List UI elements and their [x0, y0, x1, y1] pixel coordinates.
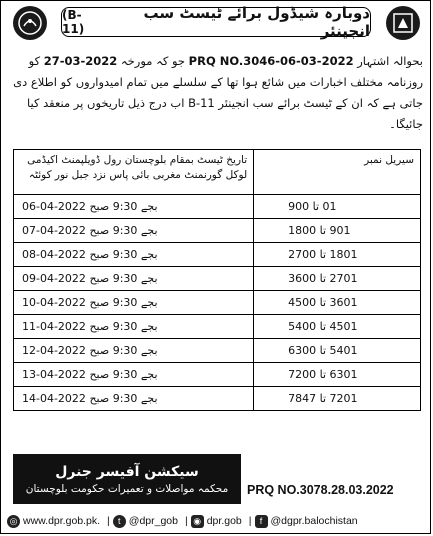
intro-text-1: بحوالہ اشتہار	[357, 54, 423, 68]
separator: |	[184, 515, 188, 527]
test-time: 9:30	[112, 392, 138, 405]
website-link[interactable]	[7, 515, 100, 528]
header-serial-number: سیریل نمبر	[254, 150, 421, 195]
test-date-cell	[14, 267, 254, 291]
test-time-suffix: بجے	[140, 320, 158, 333]
schedule-row	[14, 387, 421, 411]
test-time-label: صبح	[89, 320, 110, 333]
test-time-label: صبح	[89, 224, 110, 237]
instagram-icon: ◉	[191, 515, 204, 528]
header-test-date-venue: تاریخ ٹیسٹ بمقام بلوچستان رول ڈویلپمنٹ اکیڈمی لوکل گورنمنٹ مغربی بائی پاس نزد جبل نور کوئٹہ	[14, 150, 254, 195]
serial-range-cell	[254, 387, 421, 411]
test-date-cell	[14, 387, 254, 411]
test-time: 9:30	[112, 248, 138, 261]
schedule-row	[14, 267, 421, 291]
twitter-text: @dpr_gob	[128, 515, 178, 527]
serial-range: 1801 تا 2700	[288, 248, 358, 261]
test-date-cell	[14, 195, 254, 219]
separator: |	[107, 515, 110, 527]
test-time: 9:30	[112, 224, 138, 237]
serial-range: 901 تا 1800	[288, 224, 351, 237]
test-time-suffix: بجے	[140, 200, 158, 213]
twitter-icon: t	[113, 515, 126, 528]
serial-range: 4501 تا 5400	[288, 320, 358, 333]
serial-range-cell	[254, 315, 421, 339]
serial-range: 2701 تا 3600	[288, 272, 358, 285]
header	[1, 1, 432, 47]
test-time-suffix: بجے	[140, 296, 158, 309]
test-date: 08-04-2022	[22, 248, 86, 261]
test-date: 11-04-2022	[22, 320, 86, 333]
serial-range: 3601 تا 4500	[288, 296, 358, 309]
notice-title-text: دوبارہ شیڈول برائے ٹیسٹ سب انجینئر	[143, 4, 370, 40]
test-time-suffix: بجے	[140, 344, 158, 357]
test-time-suffix: بجے	[140, 368, 158, 381]
test-date: 09-04-2022	[22, 272, 86, 285]
serial-range-cell	[254, 339, 421, 363]
test-time-label: صبح	[89, 368, 110, 381]
test-time: 9:30	[112, 368, 138, 381]
schedule-row	[14, 315, 421, 339]
test-time-label: صبح	[89, 344, 110, 357]
test-time: 9:30	[112, 272, 138, 285]
schedule-row	[14, 243, 421, 267]
test-time-suffix: بجے	[140, 248, 158, 261]
website-text: www.dpr.gob.pk.	[23, 515, 101, 527]
serial-range: 7201 تا 7847	[288, 392, 358, 405]
test-date-cell	[14, 243, 254, 267]
reference-number: PRQ NO.3046-06-03-2022	[188, 54, 354, 68]
notice-post-grade: (B-11)	[62, 8, 85, 36]
prq-number: PRQ NO.3078.28.03.2022	[247, 483, 394, 497]
serial-range-cell	[254, 291, 421, 315]
test-time-label: صبح	[89, 392, 110, 405]
balochistan-govt-logo-icon	[13, 6, 47, 40]
globe-icon: ◎	[7, 515, 20, 528]
serial-range: 01 تا 900	[288, 200, 337, 213]
test-date: 10-04-2022	[22, 296, 86, 309]
test-time-suffix: بجے	[140, 224, 158, 237]
serial-range-cell	[254, 243, 421, 267]
notice-title	[61, 4, 371, 40]
test-date-cell	[14, 315, 254, 339]
test-date: 07-04-2022	[22, 224, 86, 237]
test-date-cell	[14, 219, 254, 243]
test-time: 9:30	[112, 320, 138, 333]
schedule-header-row	[14, 150, 421, 195]
serial-range: 6301 تا 7200	[288, 368, 358, 381]
schedule-row	[14, 219, 421, 243]
test-time-label: صبح	[89, 248, 110, 261]
schedule-body	[14, 195, 421, 411]
test-date-cell	[14, 363, 254, 387]
schedule-row	[14, 291, 421, 315]
test-date: 14-04-2022	[22, 392, 86, 405]
test-time-label: صبح	[89, 296, 110, 309]
serial-range-cell	[254, 267, 421, 291]
test-time-label: صبح	[89, 272, 110, 285]
publication-date: 27-03-2022	[43, 54, 118, 68]
test-date-cell	[14, 291, 254, 315]
test-time-label: صبح	[89, 200, 110, 213]
test-date: 12-04-2022	[22, 344, 86, 357]
facebook-text: @dgpr.balochistan	[270, 515, 358, 527]
serial-range: 5401 تا 6300	[288, 344, 358, 357]
department-logo-icon	[386, 6, 420, 40]
serial-range-cell	[254, 219, 421, 243]
test-date: 13-04-2022	[22, 368, 86, 381]
schedule-table	[13, 149, 421, 411]
schedule-row	[14, 339, 421, 363]
test-time-suffix: بجے	[140, 272, 158, 285]
signatory-box	[13, 454, 241, 504]
schedule-row	[14, 363, 421, 387]
intro-text-3: کو روزنامہ مختلف اخبارات میں شائع ہوا تھا کے سلسلے میں تمام امیدواروں کو اطلاع دی جاتی ہے کہ ان کے ٹیسٹ برائے سب انجینئر B-11 اب درج ذیل تاریخوں پر منعقد کیا جائیگا۔	[13, 54, 423, 131]
test-time: 9:30	[112, 200, 138, 213]
test-time: 9:30	[112, 296, 138, 309]
separator: |	[248, 515, 252, 527]
serial-range-cell	[254, 363, 421, 387]
signatory-title: سیکشن آفیسر جنرل	[55, 463, 199, 480]
serial-range-cell	[254, 195, 421, 219]
test-time-suffix: بجے	[140, 392, 158, 405]
test-date: 06-04-2022	[22, 200, 86, 213]
twitter-link[interactable]	[113, 515, 178, 528]
intro-text-2: جو کہ مورخہ	[120, 54, 185, 68]
facebook-icon: f	[255, 515, 268, 528]
test-time: 9:30	[112, 344, 138, 357]
notice-paragraph	[9, 51, 423, 135]
test-date-cell	[14, 339, 254, 363]
social-links-bar	[7, 510, 425, 532]
instagram-text: dpr.gob	[206, 515, 242, 527]
department-name: محکمہ مواصلات و تعمیرات حکومت بلوچستان	[25, 482, 229, 495]
schedule-row	[14, 195, 421, 219]
facebook-link[interactable]	[255, 515, 358, 528]
instagram-link[interactable]	[191, 515, 242, 528]
